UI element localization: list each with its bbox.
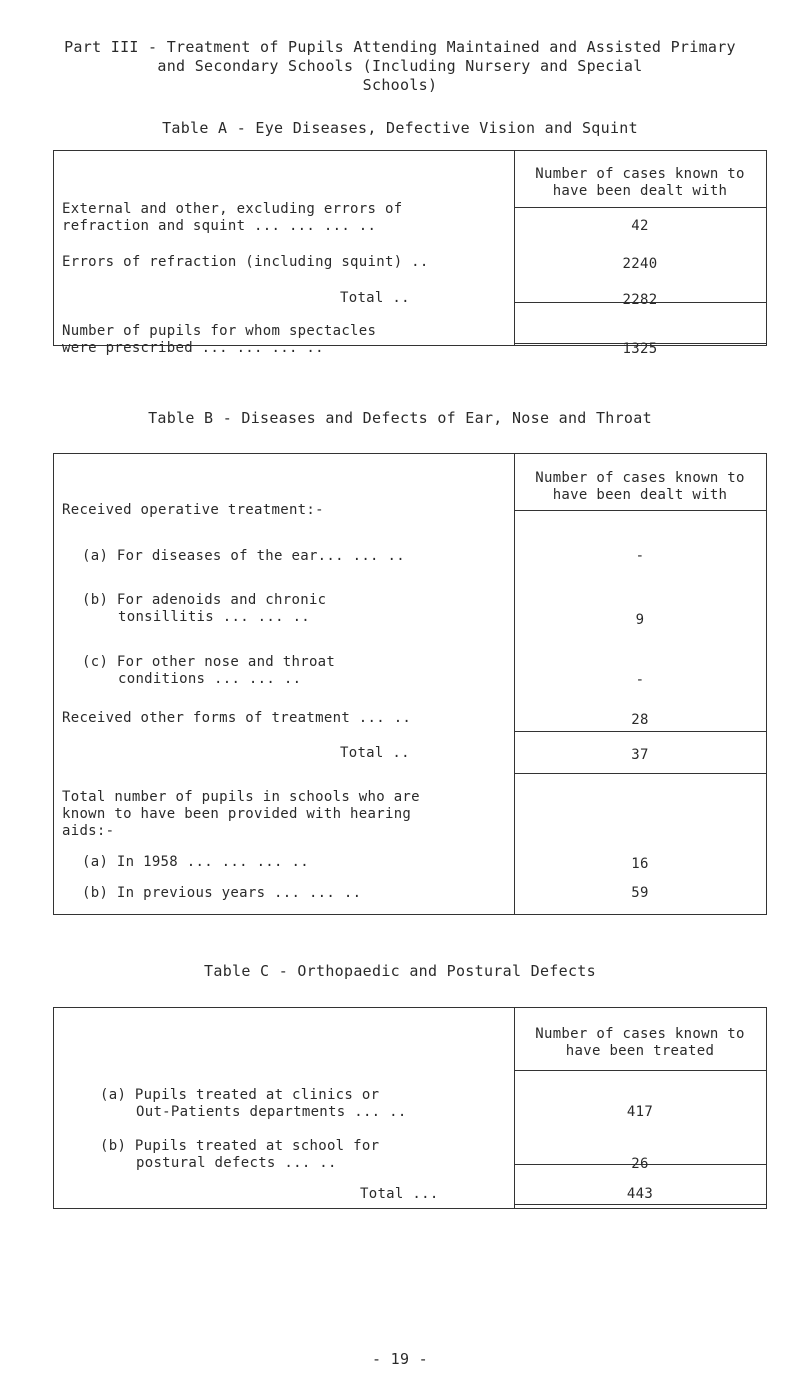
- table-a-total-value: 2282: [622, 292, 658, 308]
- table-a-row-external-value: 42: [631, 218, 649, 234]
- heading-line-2: and Secondary Schools (Including Nursery and Special: [157, 57, 643, 75]
- table-c-row-postural: (b) Pupils treated at school for postural defects ... ..: [100, 1138, 380, 1171]
- table-a-row-spectacles-value: 1325: [622, 341, 658, 357]
- page-heading: [0, 38, 800, 95]
- table-a-col-header: Number of cases known to have been dealt with: [535, 166, 745, 199]
- table-b-row-other: Received other forms of treatment ... ..: [62, 710, 412, 726]
- table-b-row-ear: (a) For diseases of the ear... ... ..: [82, 548, 405, 564]
- table-c-caption: Table C - Orthopaedic and Postural Defects: [204, 962, 596, 980]
- table-b-hearing-aids: Total number of pupils in schools who are known to have been provided with hearing aids:-: [62, 789, 420, 839]
- table-a-row-spectacles: Number of pupils for whom spectacles were prescribed ... ... ... ..: [62, 323, 377, 356]
- table-a-total-label: Total ..: [340, 290, 410, 306]
- table-b-col-header: Number of cases known to have been dealt with: [535, 470, 745, 503]
- table-b-total-label: Total ..: [340, 745, 410, 761]
- table-c-row-postural-value: 26: [631, 1156, 649, 1172]
- table-b-row-previous: (b) In previous years ... ... ..: [82, 885, 362, 901]
- table-b-received-operative: Received operative treatment:-: [62, 502, 324, 518]
- table-a-row-refraction: Errors of refraction (including squint) ..: [62, 254, 429, 270]
- table-b-row-previous-value: 59: [631, 885, 649, 901]
- table-b-row-1958-value: 16: [631, 856, 649, 872]
- table-b-row-other-value: 28: [631, 712, 649, 728]
- table-b-caption: Table B - Diseases and Defects of Ear, Nose and Throat: [148, 409, 652, 427]
- table-a-row-refraction-value: 2240: [622, 256, 658, 272]
- table-c-row-clinics: (a) Pupils treated at clinics or Out-Patients departments ... ..: [100, 1087, 407, 1120]
- table-b-row-1958: (a) In 1958 ... ... ... ..: [82, 854, 309, 870]
- table-a-caption: Table A - Eye Diseases, Defective Vision and Squint: [162, 119, 638, 137]
- table-c-total-label: Total ...: [360, 1186, 439, 1202]
- table-c-row-clinics-value: 417: [626, 1104, 654, 1120]
- heading-line-1: Part III - Treatment of Pupils Attending Maintained and Assisted Primary: [64, 38, 736, 56]
- table-a-row-external: External and other, excluding errors of refraction and squint ... ... ... ..: [62, 201, 403, 234]
- page-number: - 19 -: [372, 1350, 428, 1368]
- table-c-col-header: Number of cases known to have been treated: [535, 1026, 745, 1059]
- heading-line-3: Schools): [362, 76, 438, 94]
- table-b-row-ear-value: -: [635, 548, 645, 564]
- table-c-total-value: 443: [626, 1186, 654, 1202]
- table-b-row-adenoids: (b) For adenoids and chronic tonsillitis ... ... ..: [82, 592, 327, 625]
- table-b-row-nose-throat: (c) For other nose and throat conditions ... ... ..: [82, 654, 336, 687]
- table-b-total-value: 37: [631, 747, 649, 763]
- table-b-row-adenoids-value: 9: [635, 612, 645, 628]
- table-b-row-nose-throat-value: -: [635, 672, 645, 688]
